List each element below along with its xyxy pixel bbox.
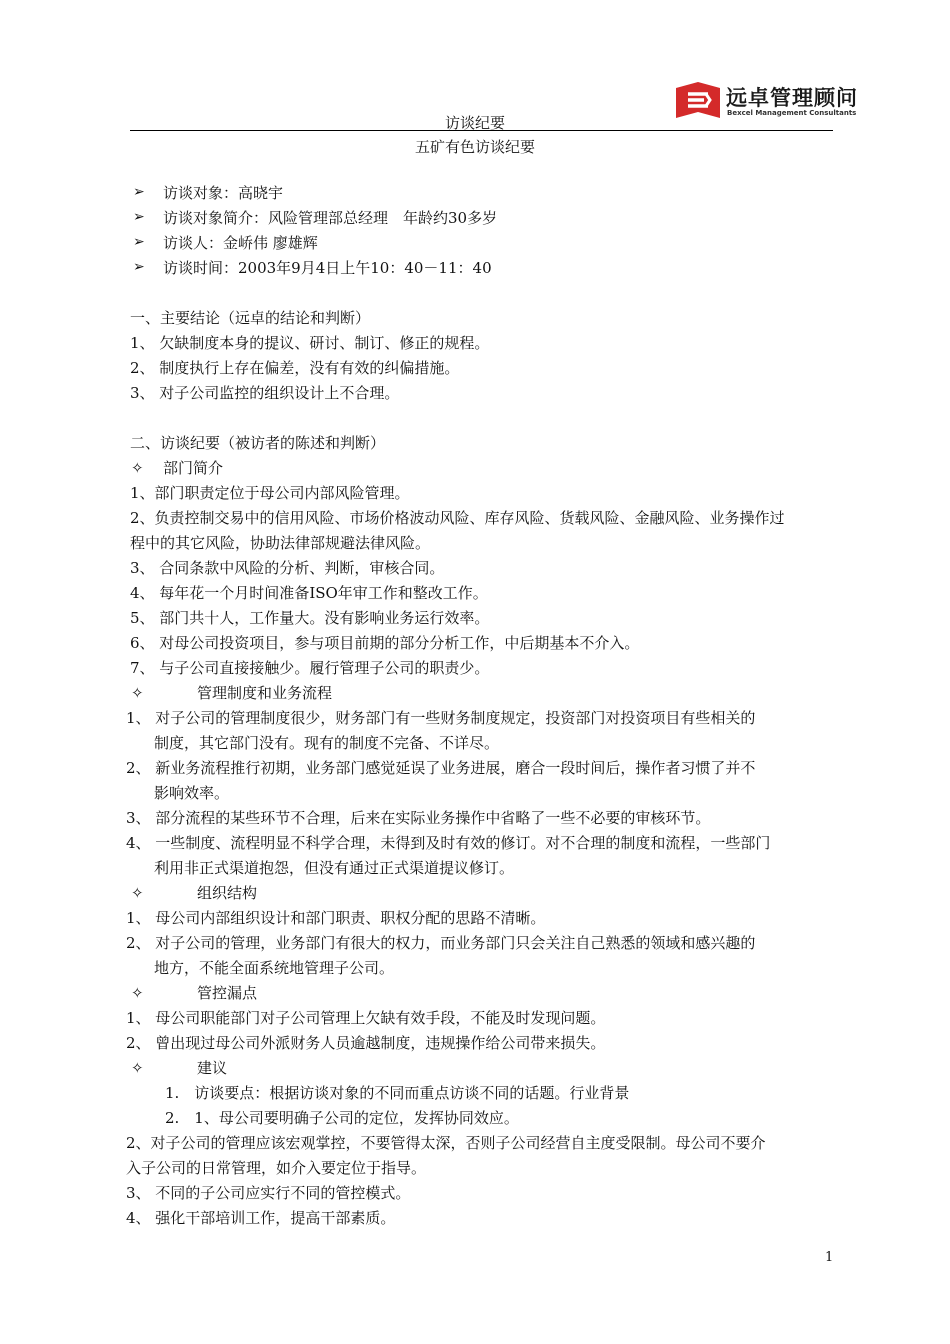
logo-chinese-text: 远卓管理顾问	[726, 86, 858, 110]
mgmt-item: 2、 新业务流程推行初期，业务部门感觉延误了业务进展，磨合一段时间后，操作者习惯了并不	[126, 759, 756, 777]
info-interviewee-profile: 访谈对象简介：风险管理部总经理 年龄约30多岁	[163, 209, 498, 227]
sugg-item: 4、 强化干部培训工作，提高干部素质。	[126, 1209, 396, 1227]
mgmt-item: 1、 对子公司的管理制度很少，财务部门有一些财务制度规定，投资部门对投资项目有些相关的	[126, 709, 756, 727]
diamond-bullet-icon: ✧	[131, 459, 144, 477]
page-number: 1	[825, 1250, 834, 1265]
info-interviewee: 访谈对象：高晓宇	[163, 184, 284, 202]
sugg-item: 2、对子公司的管理应该宏观掌控，不要管得太深，否则子公司经营自主度受限制。母公司不要介	[126, 1134, 766, 1152]
dept-item: 2、负责控制交易中的信用风险、市场价格波动风险、库存风险、货载风险、金融风险、业务操作过	[130, 509, 785, 527]
logo-english-text: Bexcel Management Consultants	[727, 109, 857, 117]
header-title: 访谈纪要	[444, 114, 505, 132]
sugg-item: 3、 不同的子公司应实行不同的管控模式。	[126, 1184, 411, 1202]
mgmt-item-continued: 制度，其它部门没有。现有的制度不完备、不详尽。	[154, 734, 500, 752]
mgmt-item: 4、 一些制度、流程明显不科学合理，未得到及时有效的修订。对不合理的制度和流程，一些部门	[126, 834, 771, 852]
org-item: 1、 母公司内部组织设计和部门职责、职权分配的思路不清晰。	[126, 909, 546, 927]
arrow-bullet-icon: ➢	[133, 234, 145, 250]
info-time: 访谈时间：2003年9月4日上午10：40－11：40	[163, 259, 492, 277]
document-title: 五矿有色访谈纪要	[414, 138, 535, 156]
section1-heading: 一、主要结论（远卓的结论和判断）	[130, 309, 371, 327]
mgmt-item: 3、 部分流程的某些环节不合理，后来在实际业务操作中省略了一些不必要的审核环节。	[126, 809, 711, 827]
dept-item: 3、 合同条款中风险的分析、判断，审核合同。	[130, 559, 445, 577]
conclusion-item: 2、 制度执行上存在偏差，没有有效的纠偏措施。	[130, 359, 460, 377]
arrow-bullet-icon: ➢	[133, 259, 145, 275]
subheading-sugg: 建议	[197, 1059, 228, 1077]
subheading-dept: 部门简介	[163, 459, 224, 477]
conclusion-item: 3、 对子公司监控的组织设计上不合理。	[130, 384, 400, 402]
mgmt-item-continued: 影响效率。	[154, 784, 230, 802]
info-interviewers: 访谈人：金峤伟 廖雄辉	[163, 234, 318, 252]
ctrl-item: 2、 曾出现过母公司外派财务人员逾越制度，违规操作给公司带来损失。	[126, 1034, 606, 1052]
arrow-bullet-icon: ➢	[133, 209, 145, 225]
arrow-bullet-icon: ➢	[133, 184, 145, 200]
org-item: 2、 对子公司的管理，业务部门有很大的权力，而业务部门只会关注自己熟悉的领域和感兴趣的	[126, 934, 756, 952]
subheading-mgmt: 管理制度和业务流程	[197, 684, 333, 702]
conclusion-item: 1、 欠缺制度本身的提议、研讨、制订、修正的规程。	[130, 334, 490, 352]
subheading-org: 组织结构	[197, 884, 258, 902]
diamond-bullet-icon: ✧	[131, 684, 144, 702]
sugg-item: 2. 1、母公司要明确子公司的定位，发挥协同效应。	[165, 1109, 519, 1127]
dept-item: 7、 与子公司直接接触少。履行管理子公司的职责少。	[130, 659, 490, 677]
sugg-item-continued: 入子公司的日常管理，如介入要定位于指导。	[126, 1159, 427, 1177]
ctrl-item: 1、 母公司职能部门对子公司管理上欠缺有效手段，不能及时发现问题。	[126, 1009, 606, 1027]
section2-heading: 二、访谈纪要（被访者的陈述和判断）	[130, 434, 386, 452]
dept-item-continued: 程中的其它风险，协助法律部规避法律风险。	[130, 534, 431, 552]
header-divider	[130, 130, 833, 131]
dept-item: 1、部门职责定位于母公司内部风险管理。	[130, 484, 410, 502]
diamond-bullet-icon: ✧	[131, 984, 144, 1002]
dept-item: 4、 每年花一个月时间准备ISO年审工作和整改工作。	[130, 584, 488, 602]
org-item-continued: 地方，不能全面系统地管理子公司。	[154, 959, 395, 977]
subheading-ctrl: 管控漏点	[197, 984, 258, 1002]
dept-item: 6、 对母公司投资项目，参与项目前期的部分分析工作，中后期基本不介入。	[130, 634, 640, 652]
mgmt-item-continued: 利用非正式渠道抱怨，但没有通过正式渠道提议修订。	[154, 859, 515, 877]
diamond-bullet-icon: ✧	[131, 884, 144, 902]
diamond-bullet-icon: ✧	[131, 1059, 144, 1077]
dept-item: 5、 部门共十人，工作量大。没有影响业务运行效率。	[130, 609, 490, 627]
sugg-item: 1. 访谈要点：根据访谈对象的不同而重点访谈不同的话题。行业背景	[165, 1084, 630, 1102]
